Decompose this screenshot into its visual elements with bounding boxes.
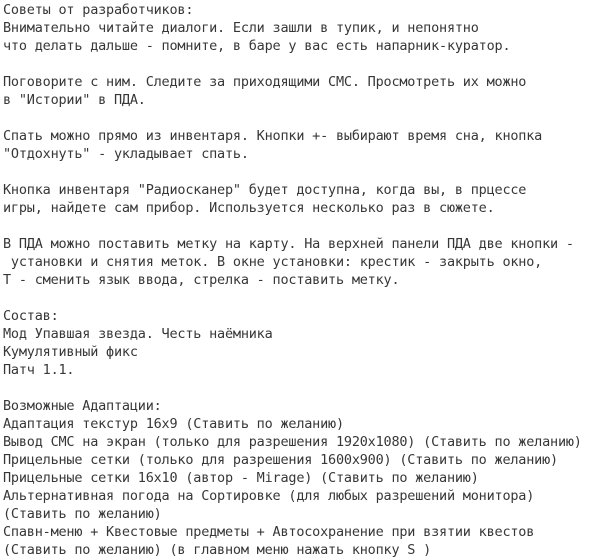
text-line: (Ставить по желанию) (в главном меню нажать кнопку S ) [3, 542, 432, 558]
text-line [3, 217, 600, 235]
text-line: в "Истории" в ПДА. [3, 92, 146, 108]
text-line: что делать дальше - помните, в баре у вас есть напарник-куратор. [3, 38, 511, 54]
text-line: Мод Упавшая звезда. Честь наёмника [3, 326, 273, 342]
text-line: "Отдохнуть" - укладывает спать. [3, 146, 249, 162]
text-line: (Ставить по желанию) [3, 506, 162, 522]
text-line: Спать можно прямо из инвентаря. Кнопки +- выбирают время сна, кнопка [3, 128, 543, 144]
text-line: Состав: [3, 308, 59, 324]
text-line: Т - сменить язык ввода, стрелка - поставить метку. [3, 272, 400, 288]
text-line: Внимательно читайте диалоги. Если зашли в тупик, и непонятно [3, 20, 479, 36]
text-line: Возможные Адаптации: [3, 398, 162, 414]
text-line [3, 109, 600, 127]
text-line: Поговорите с ним. Следите за приходящими СМС. Просмотреть их можно [3, 74, 527, 90]
text-line: Патч 1.1. [3, 362, 75, 378]
text-line: Советы от разработчиков: [3, 2, 194, 18]
text-line: В ПДА можно поставить метку на карту. На верхней панели ПДА две кнопки - [3, 236, 574, 252]
text-line: игры, найдете сам прибор. Используется несколько раз в сюжете. [3, 200, 495, 216]
text-line: Прицельные сетки 16x10 (автор - Mirage) (Ставить по желанию) [3, 470, 479, 486]
text-line: Вывод СМС на экран (только для разрешения 1920x1080) (Ставить по желанию) [3, 434, 582, 450]
text-line [3, 289, 600, 307]
text-line: Кнопка инвентаря "Радиосканер" будет доступна, когда вы, в прцессе [3, 182, 527, 198]
text-line [3, 379, 600, 397]
text-line: Альтернативная погода на Сортировке (для любых разрешений монитора) [3, 488, 535, 504]
text-line [3, 163, 600, 181]
text-line: Спавн-меню + Квестовые предметы + Автосохранение при взятии квестов [3, 524, 535, 540]
text-line: установки и снятия меток. В окне установки: крестик - закрыть окно, [3, 254, 543, 270]
text-line: Прицельные сетки (только для разрешения 1600x900) (Ставить по желанию) [3, 452, 558, 468]
text-line: Адаптация текстур 16x9 (Ставить по желанию) [3, 416, 344, 432]
text-line [3, 55, 600, 73]
text-line: Кумулятивный фикс [3, 344, 138, 360]
